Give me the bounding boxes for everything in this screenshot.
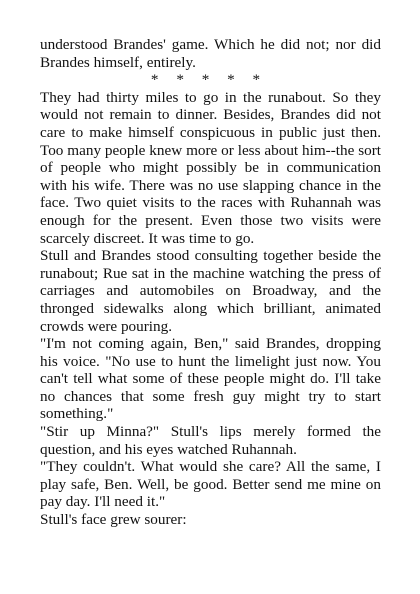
paragraph-stull-question: "Stir up Minna?" Stull's lips merely formed the question, and his eyes watched Ruhannah.: [40, 423, 381, 458]
document-page: [40, 36, 381, 529]
paragraph-brandes-reply: "They couldn't. What would she care? All the same, I play safe, Ben. Well, be good. Better send me mine on pay day. I'll need it.": [40, 458, 381, 511]
paragraph-continued: understood Brandes' game. Which he did not; nor did Brandes himself, entirely.: [40, 36, 381, 71]
paragraph-runabout: They had thirty miles to go in the runabout. So they would not remain to dinner. Besides, Brandes did not care to make himself conspicuous in public just then. Too many people knew more or less about him--the sort of people who might possibly be in communication with his wife. There was no use slapping chance in the face. Two quiet visits to the races with Ruhannah was enough for the present. Even those two visits were scarcely discreet. It was time to go.: [40, 88, 381, 247]
paragraph-brandes-dialogue: "I'm not coming again, Ben," said Brandes, dropping his voice. "No use to hunt the limelight just now. You can't tell what some of these people might do. I'll take no chances that some fresh guy might try to start something.": [40, 335, 381, 423]
section-break: * * * * *: [150, 71, 261, 89]
paragraph-stull-face: Stull's face grew sourer:: [40, 511, 187, 529]
paragraph-consulting: Stull and Brandes stood consulting together beside the runabout; Rue sat in the machine watching the press of carriages and automobiles on Broadway, and the thronged sidewalks along which brilliant, animated crowds were pouring.: [40, 247, 381, 335]
